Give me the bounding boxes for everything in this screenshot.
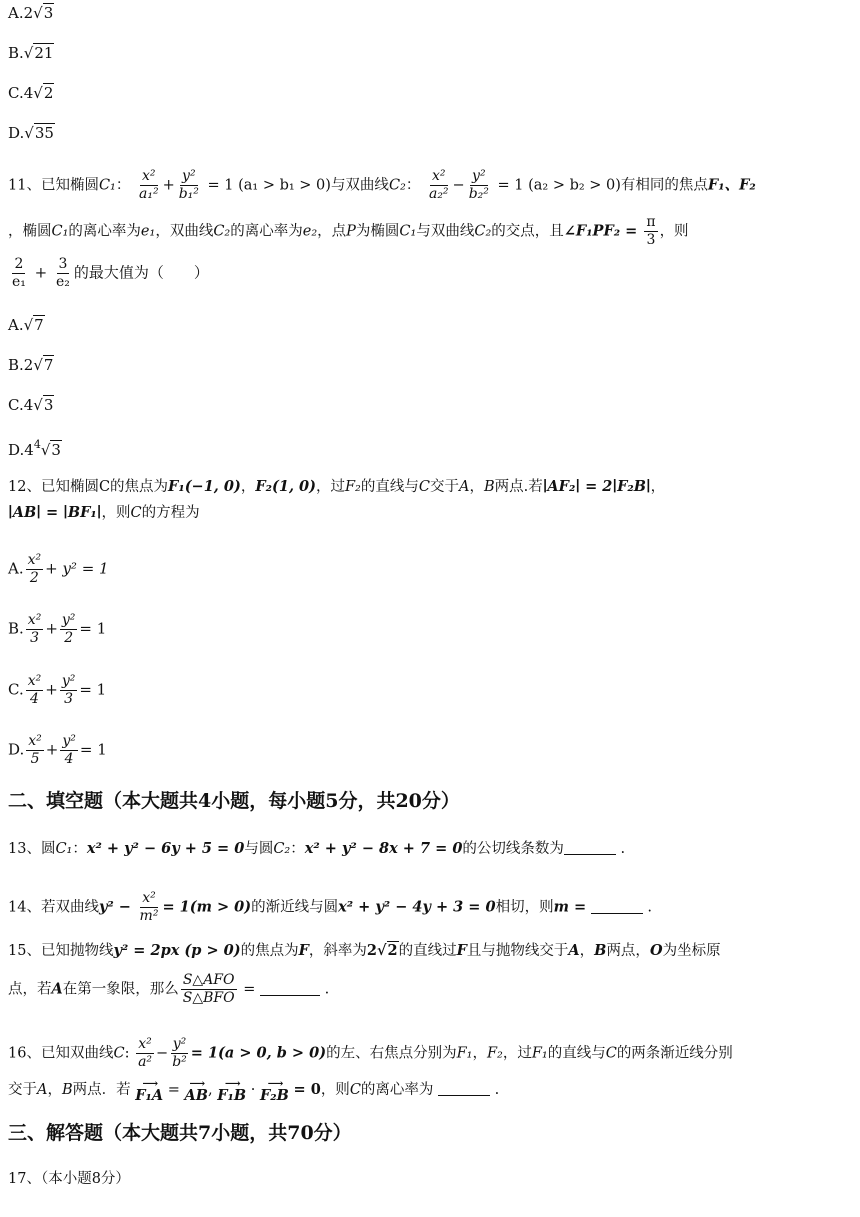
q12-option-b: B. $\frac{\text{x²}}{3}$ + $\frac{\text{y²}}{2}$ = 1 [8, 612, 107, 646]
q16-answer-blank[interactable] [438, 1081, 490, 1096]
q11-option-a: A.√7 [8, 316, 44, 334]
q11-stem-line3: $\frac{2}{\text{e₁}}$ + $\frac{3}{\text{e₂}}$ 的最大值为（ ） [12, 256, 209, 290]
q13-stem: 13、圆C₁：x² + y² − 6y + 5 = 0与圆C₂：x² + y² − 8x + 7 = 0的公切线条数为 . [8, 840, 626, 857]
q15-stem-line2: 点，若A在第一象限，那么 $\frac{\text{S△AFO}}{\text{S△BFO}}$ = . [8, 972, 330, 1006]
q10-option-b: B.√21 [8, 44, 54, 62]
q11-option-b: B.2√7 [8, 356, 54, 374]
q13-answer-blank[interactable] [564, 840, 616, 855]
q12-option-a: A. $\frac{\text{x²}}{2}$ + y² = 1 [8, 552, 109, 586]
q16-stem-line1: 16、已知双曲线C: $\frac{\text{x²}}{\text{a²}}$ − $\frac{\text{y²}}{\text{b²}}$ = 1(a > 0, b > 0)的左、右焦点分别为F₁，F₂，过F₁的直线与C的两条渐近线分别 [8, 1036, 733, 1070]
q10-option-a: A.2√3 [8, 4, 54, 22]
q12-stem-line1: 12、已知椭圆C的焦点为F₁(−1, 0)，F₂(1, 0)，过F₂的直线与C交于A，B两点.若∣AF₂∣ = 2∣F₂B∣， [8, 478, 666, 495]
q11-stem-line2: ，椭圆C₁的离心率为e₁，双曲线C₂的离心率为e₂，点P为椭圆C₁与双曲线C₂的交点，且∠F₁PF₂ = $\frac{\pi}{3}$ ，则 [8, 214, 689, 248]
q10-option-d: D.√35 [8, 124, 54, 142]
q12-option-d: D. $\frac{\text{x²}}{5}$ + $\frac{\text{y²}}{4}$ = 1 [8, 733, 107, 767]
q11-stem-line1: 11、已知椭圆C₁： $\frac{\text{x²}}{\text{a₁²}}$ + $\frac{\text{y²}}{\text{b₁²}}$ = 1 (a₁ > b₁ > 0)与双曲线C₂： $\frac{\text{x²}}{\text{a₂²}}$ − $\frac{\text{y²}}{\text{b₂²}}$ = 1 (a₂ > b₂ > 0)有相同的焦点F₁、F₂ [8, 168, 756, 202]
q15-answer-blank[interactable] [260, 981, 320, 996]
q17-heading: 17、（本小题8分） [8, 1171, 130, 1187]
q12-option-c: C. $\frac{\text{x²}}{4}$ + $\frac{\text{y²}}{3}$ = 1 [8, 673, 107, 707]
q11-option-c: C.4√3 [8, 396, 54, 414]
q15-stem-line1: 15、已知抛物线y² = 2px (p > 0)的焦点为F，斜率为2√2的直线过F且与抛物线交于A，B两点，O为坐标原 [8, 942, 721, 959]
section-3-heading: 三、解答题（本大题共7小题，共70分） [8, 1122, 352, 1144]
q14-stem: 14、若双曲线y² − $\frac{\text{x²}}{\text{m²}}$ = 1(m > 0)的渐近线与圆x² + y² − 4y + 3 = 0相切，则m = . [8, 890, 652, 924]
q11-option-d: $D.4^4√3$ [8, 438, 61, 459]
q14-answer-blank[interactable] [591, 899, 643, 914]
section-2-heading: 二、填空题（本大题共4小题，每小题5分，共20分） [8, 790, 460, 812]
q16-stem-line2: 交于A，B两点．若 ⟶ F₁A = ⟶ AB , ⟶ F₁B · ⟶ F₂B = 0，则C的离心率为 . [8, 1077, 500, 1104]
q10-option-c: C.4√2 [8, 84, 54, 102]
q12-stem-line2: ∣AB∣ = ∣BF₁∣，则C的方程为 [8, 504, 200, 521]
